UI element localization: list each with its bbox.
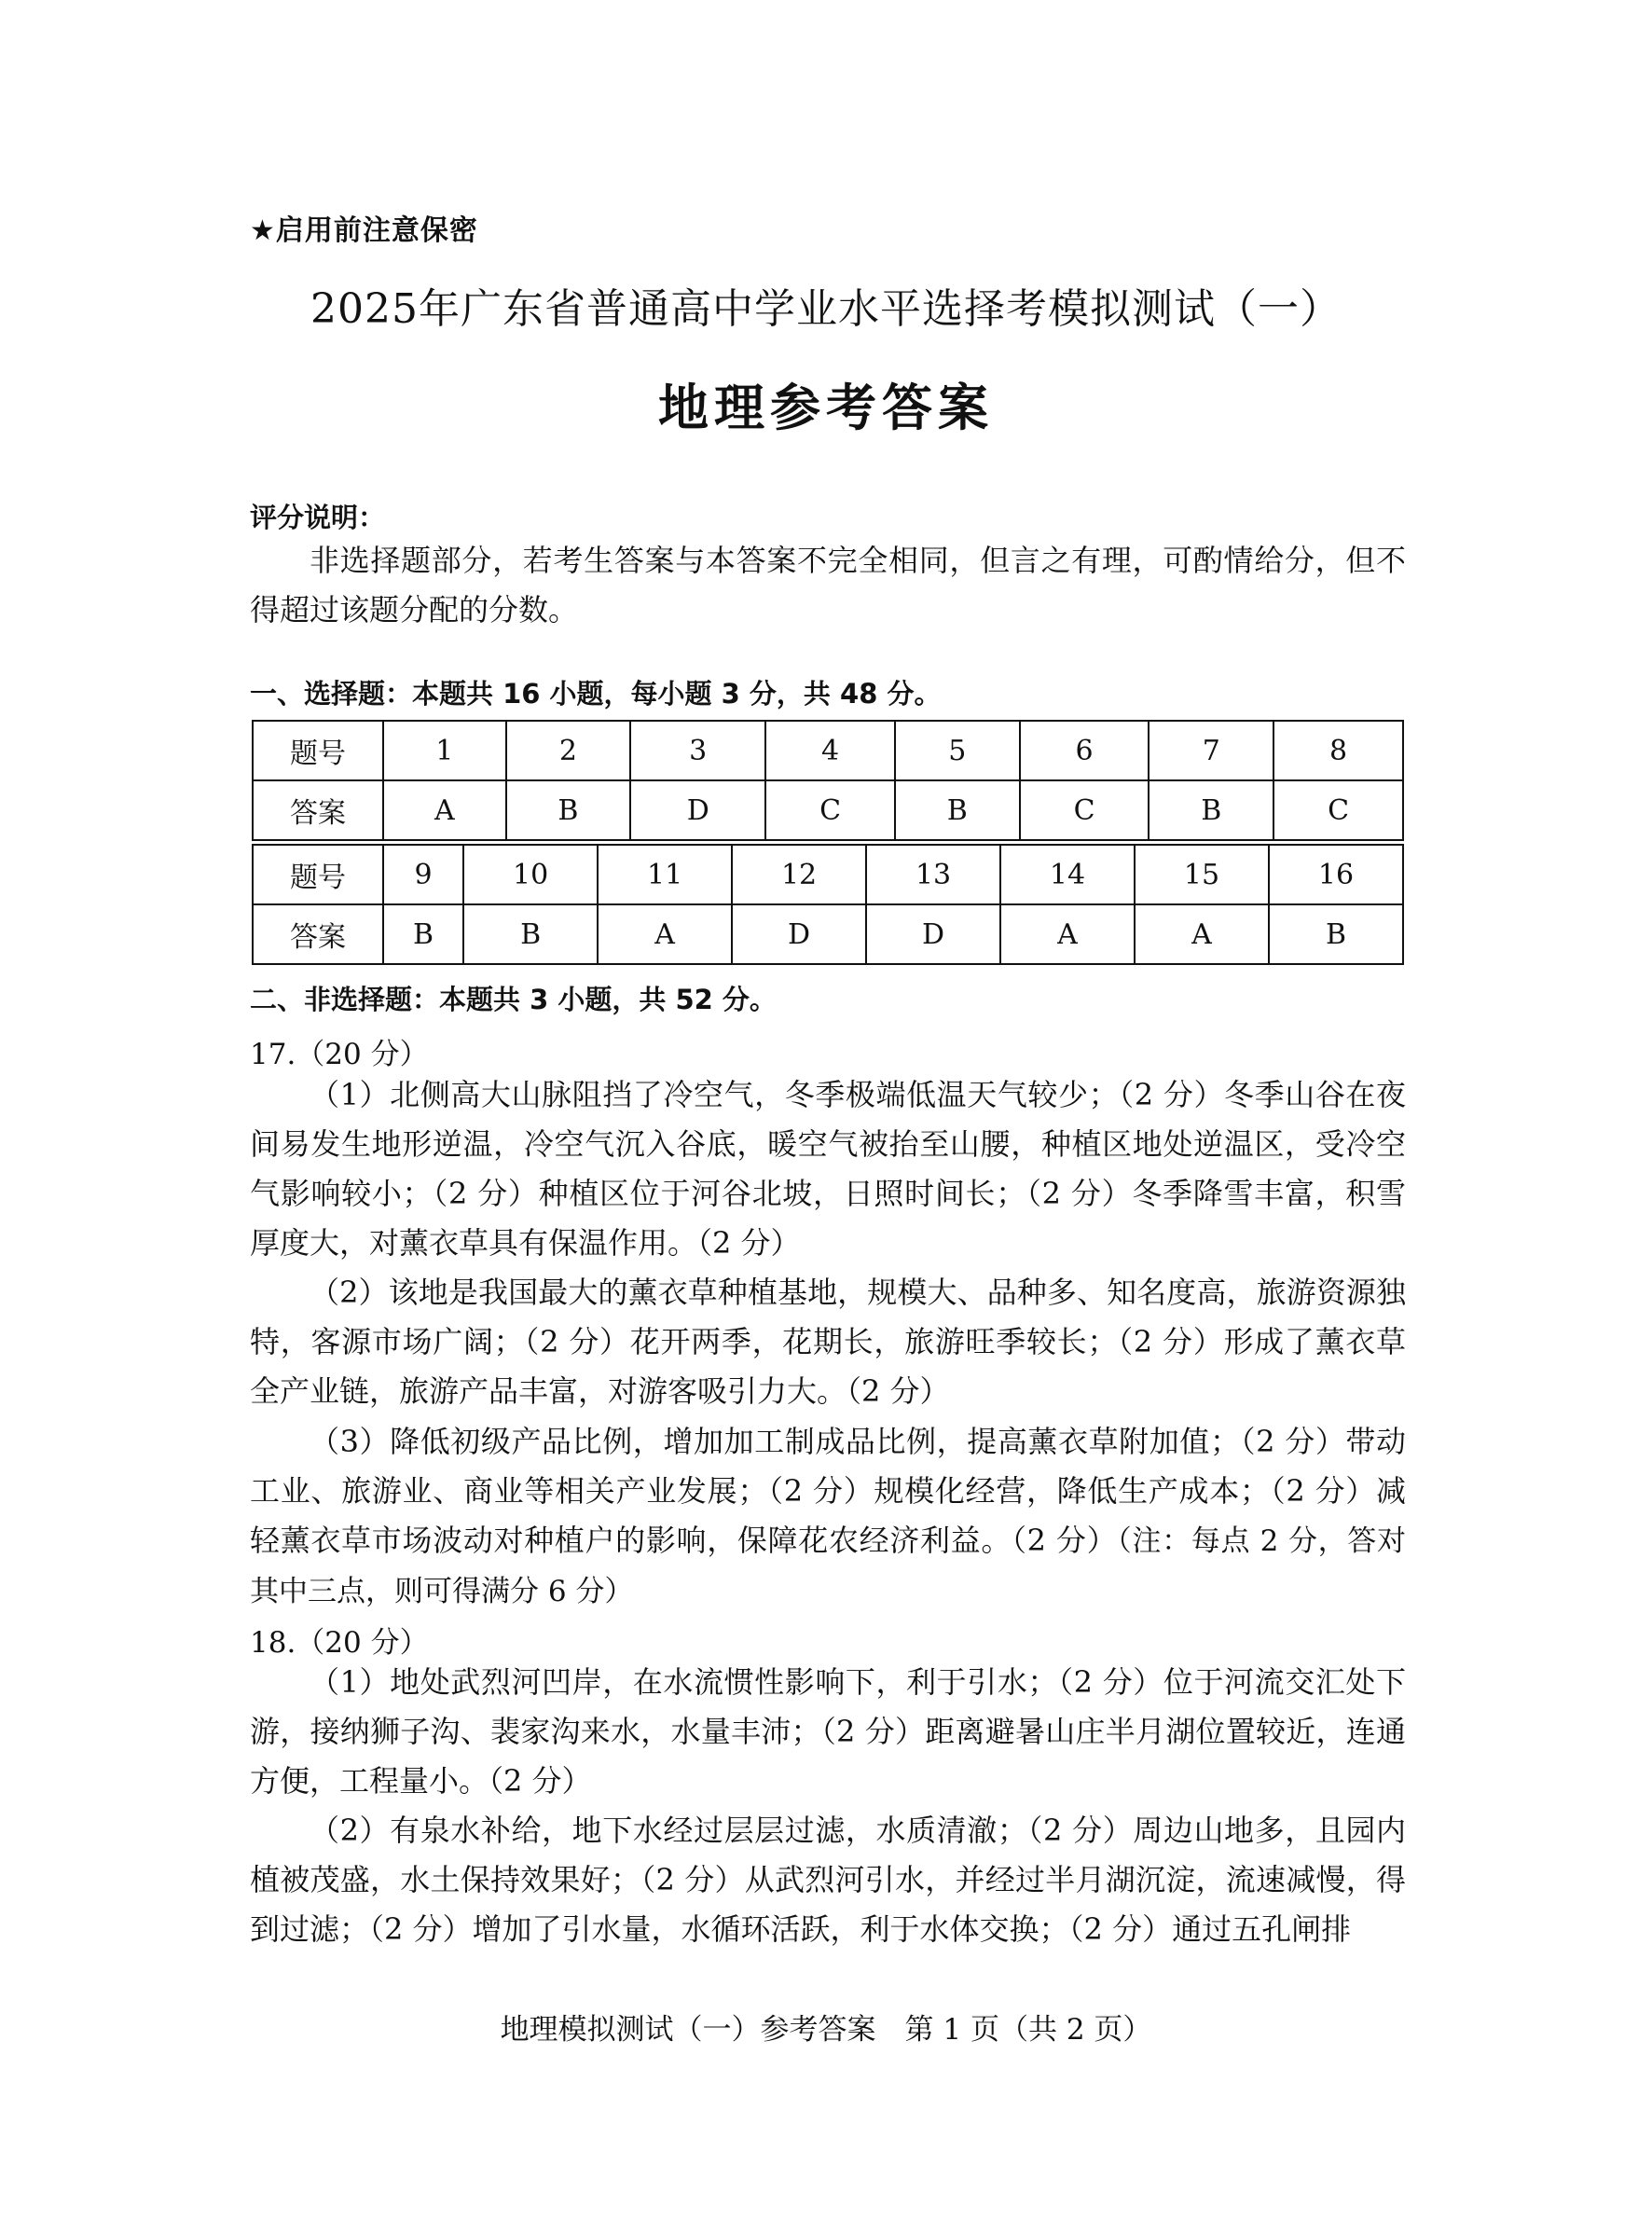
answer-cell: D <box>732 904 866 964</box>
question-number: 7 <box>1149 721 1273 780</box>
answer-cell: A <box>598 904 732 964</box>
row-label-answer: 答案 <box>253 904 383 964</box>
confidential-notice: ★启用前注意保密 <box>250 214 478 247</box>
question-18-heading: 18.（20 分） <box>250 1626 429 1660</box>
question-18-part-2: （2）有泉水补给，地下水经过层层过滤，水质清澈；（2 分）周边山地多，且园内植被茂盛，水土保持效果好；（2 分）从武烈河引水，并经过半月湖沉淀，流速减慢，得到过滤；（2 分）增加了引水量，水循环活跃，利于水体交换；（2 分）通过五孔闸排 <box>250 1813 1406 1947</box>
section2-heading: 二、非选择题：本题共 3 小题，共 52 分。 <box>250 984 777 1015</box>
answer-cell: B <box>1149 780 1273 840</box>
answer-cell: B <box>463 904 598 964</box>
row-label-answer: 答案 <box>253 780 383 840</box>
question-17-part-1: （1）北侧高大山脉阻挡了冷空气，冬季极端低温天气较少；（2 分）冬季山谷在夜间易发生地形逆温，冷空气沉入谷底，暖空气被抬至山腰，种植区地处逆温区，受冷空气影响较小；（2 分）种植区位于河谷北坡，日照时间长；（2 分）冬季降雪丰富，积雪厚度大，对薰衣草具有保温作用。（2 分） <box>250 1077 1406 1261</box>
question-number: 2 <box>506 721 631 780</box>
table-row <box>253 845 1403 904</box>
row-label-number: 题号 <box>253 845 383 904</box>
exam-title: 2025年广东省普通高中学业水平选择考模拟测试（一） <box>310 285 1342 333</box>
answer-table-1 <box>252 720 1404 841</box>
question-number: 8 <box>1273 721 1403 780</box>
question-number: 16 <box>1269 845 1403 904</box>
scoring-label: 评分说明： <box>250 502 386 533</box>
scoring-note: （注：每点 2 分，答对其中三点，则可得满分 6 分） <box>250 1524 1406 1608</box>
question-number: 4 <box>765 721 895 780</box>
question-number: 10 <box>463 845 598 904</box>
answer-cell: C <box>1020 780 1150 840</box>
scoring-text: 非选择题部分，若考生答案与本答案不完全相同，但言之有理，可酌情给分，但不得超过该题分配的分数。 <box>250 543 1406 627</box>
answer-table-2 <box>252 844 1404 965</box>
question-number: 6 <box>1020 721 1150 780</box>
table-row <box>253 721 1403 780</box>
question-number: 11 <box>598 845 732 904</box>
question-number: 14 <box>1000 845 1135 904</box>
answer-cell: B <box>383 904 463 964</box>
page-footer: 地理模拟测试（一）参考答案 第 1 页（共 2 页） <box>500 2013 1152 2047</box>
answer-cell: A <box>1000 904 1135 964</box>
question-18-part-1: （1）地处武烈河凹岸，在水流惯性影响下，利于引水；（2 分）位于河流交汇处下游，接纳狮子沟、裴家沟来水，水量丰沛；（2 分）距离避暑山庄半月湖位置较近，连通方便，工程量小。（2 分） <box>250 1664 1406 1799</box>
row-label-number: 题号 <box>253 721 383 780</box>
answer-cell: D <box>866 904 1000 964</box>
answer-cell: A <box>1135 904 1269 964</box>
answer-cell: C <box>1273 780 1403 840</box>
answer-cell: B <box>506 780 631 840</box>
question-17-part-3 <box>250 1417 1406 1617</box>
question-number: 5 <box>895 721 1020 780</box>
answer-cell: C <box>765 780 895 840</box>
question-17-part-2: （2）该地是我国最大的薰衣草种植基地，规模大、品种多、知名度高，旅游资源独特，客源市场广阔；（2 分）花开两季，花期长，旅游旺季较长；（2 分）形成了薰衣草全产业链，旅游产品丰富，对游客吸引力大。（2 分） <box>250 1275 1406 1409</box>
question-number: 15 <box>1135 845 1269 904</box>
section1-heading: 一、选择题：本题共 16 小题，每小题 3 分，共 48 分。 <box>250 678 942 710</box>
question-17-part-3-text: （3）降低初级产品比例，增加加工制成品比例，提高薰衣草附加值；（2 分）带动工业、旅游业、商业等相关产业发展；（2 分）规模化经营，降低生产成本；（2 分）减轻薰衣草市场波动对种植户的影响，保障花农经济利益。（2 分） <box>250 1424 1406 1558</box>
question-number: 13 <box>866 845 1000 904</box>
answer-cell: B <box>895 780 1020 840</box>
answer-cell: B <box>1269 904 1403 964</box>
page-title: 地理参考答案 <box>658 379 994 437</box>
question-number: 3 <box>630 721 765 780</box>
answer-cell: A <box>383 780 506 840</box>
question-number: 12 <box>732 845 866 904</box>
question-number: 9 <box>383 845 463 904</box>
question-17-heading: 17.（20 分） <box>250 1038 429 1071</box>
answer-cell: D <box>630 780 765 840</box>
question-number: 1 <box>383 721 506 780</box>
table-row <box>253 904 1403 964</box>
table-row <box>253 780 1403 840</box>
